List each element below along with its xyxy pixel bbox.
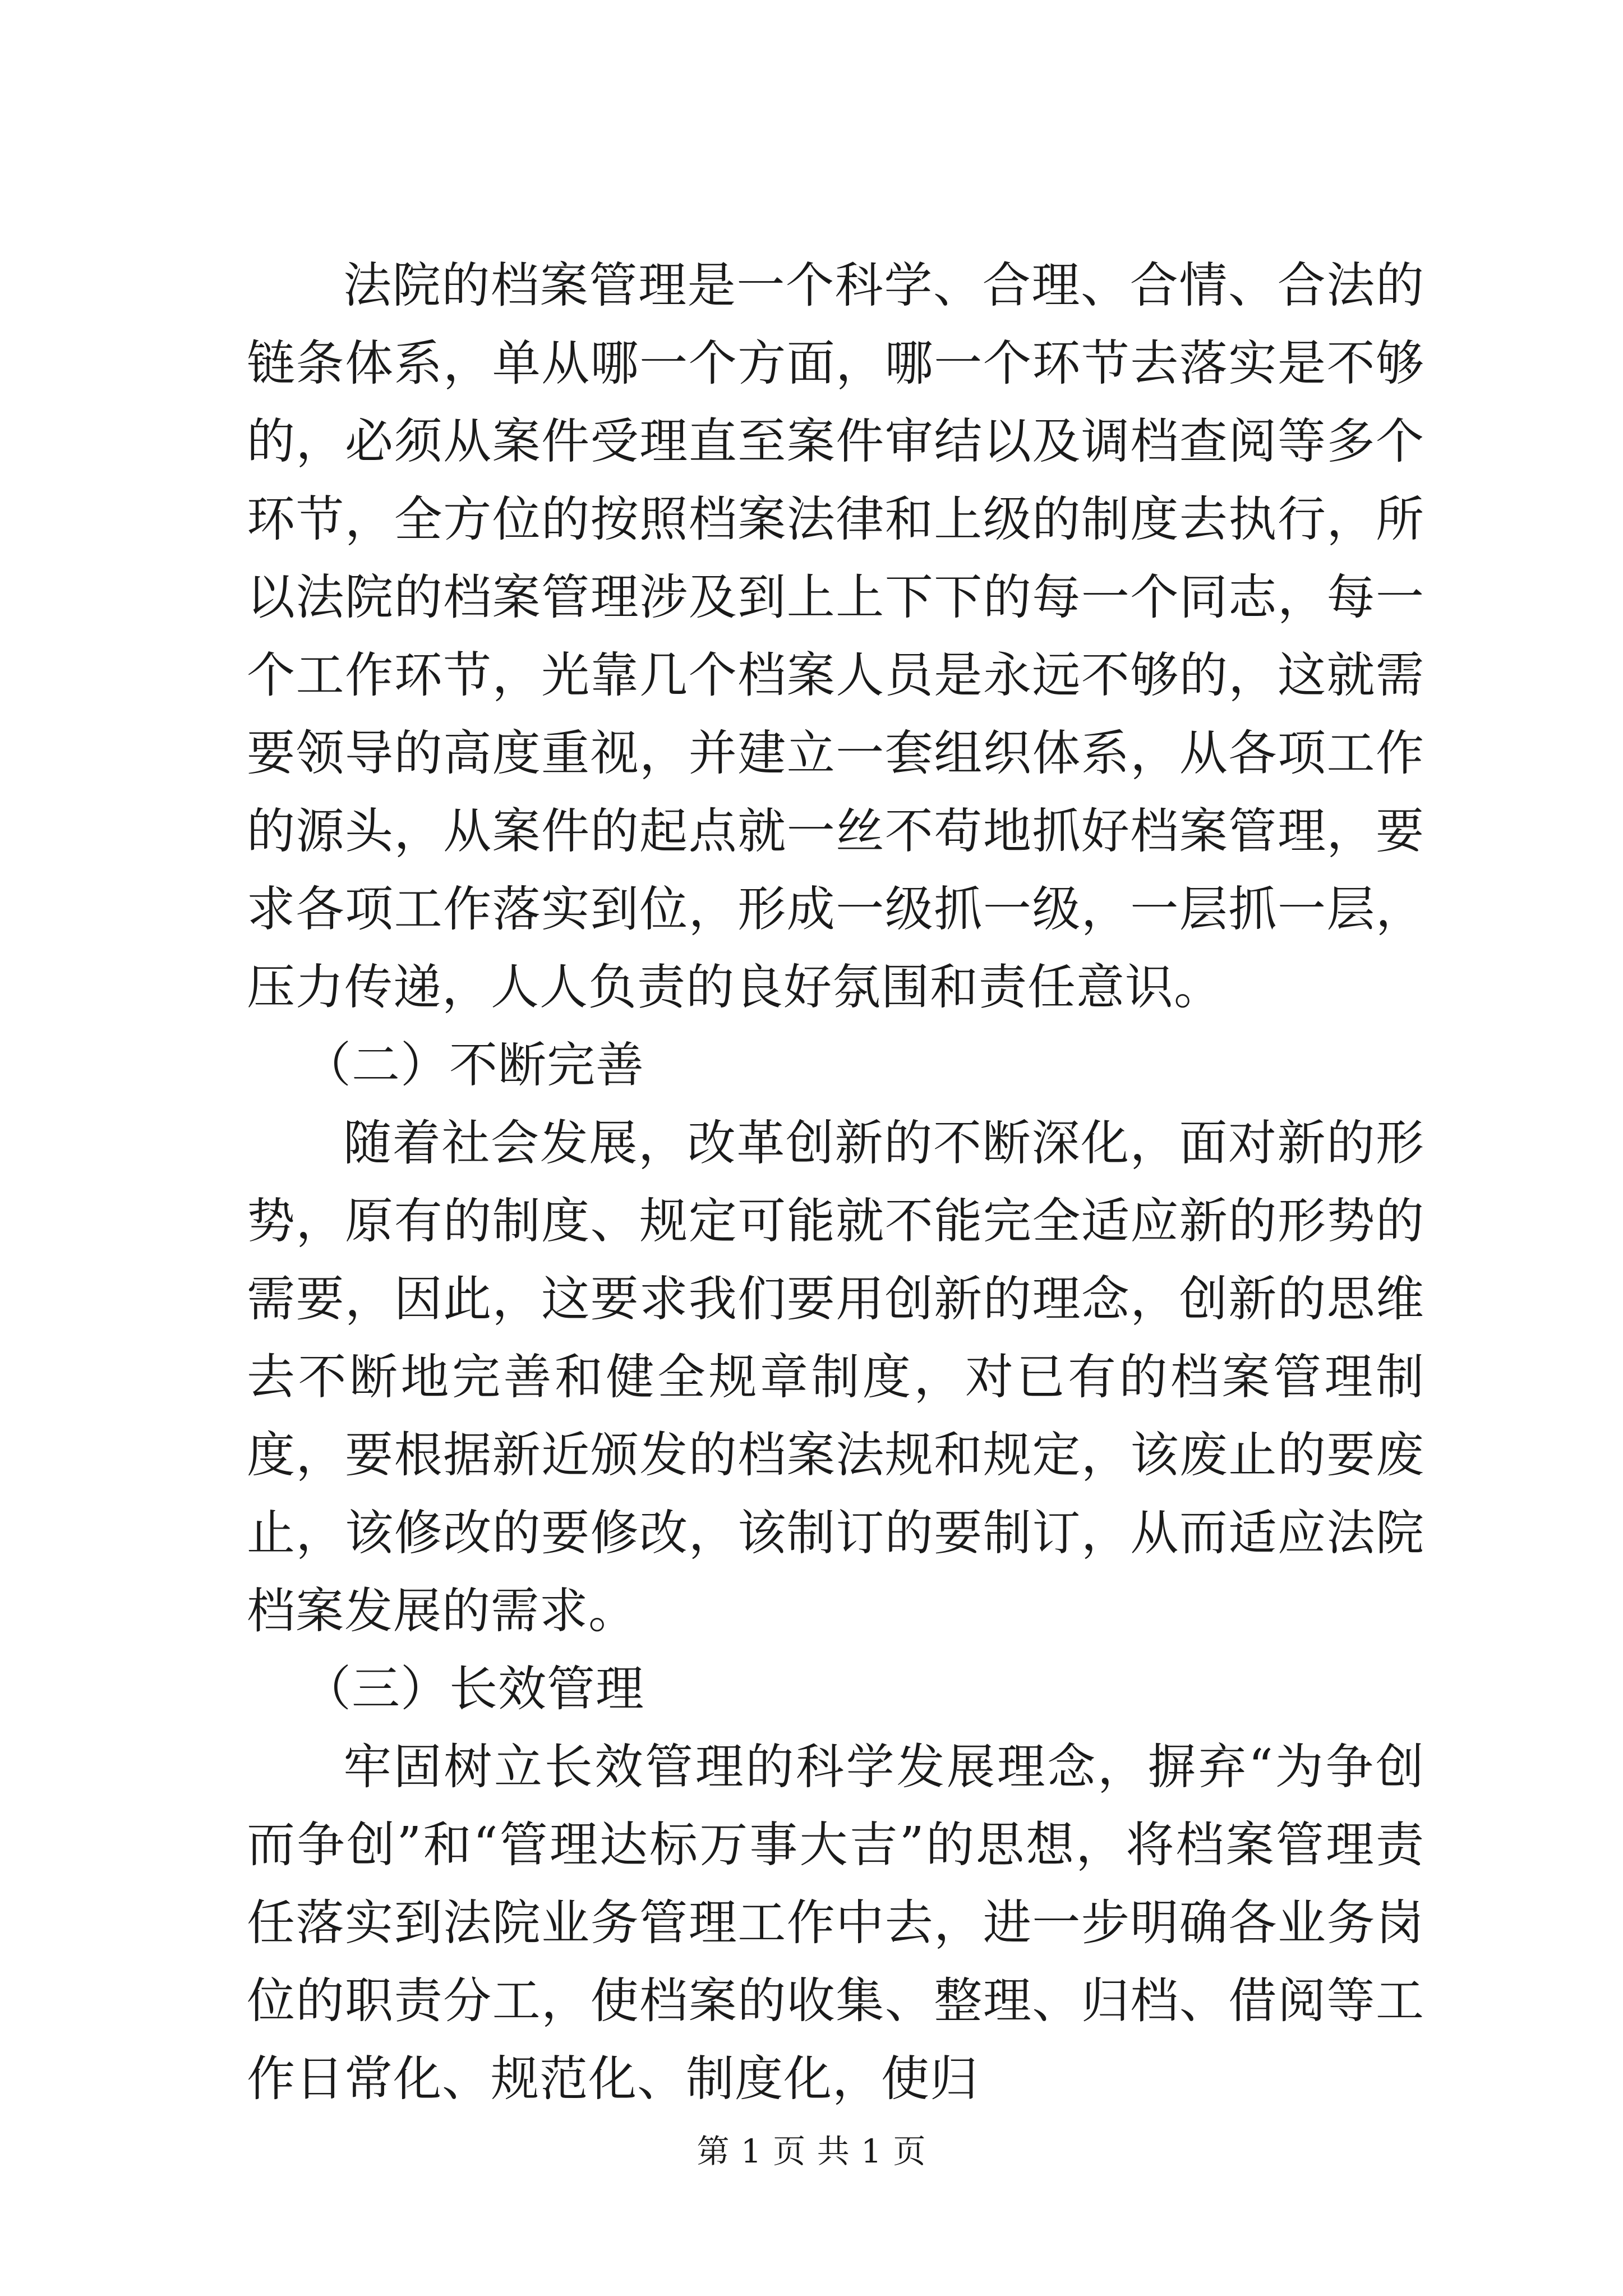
section-heading-long-term: （三）长效管理 [303, 1661, 644, 1717]
page-number-footer: 第 1 页 共 1 页 [697, 2132, 926, 2170]
section-heading-improve: （二）不断完善 [303, 1037, 644, 1093]
document-body [247, 247, 1424, 2118]
paragraph-archive-chain: 法院的档案管理是一个科学、合理、合情、合法的链条体系，单从哪一个方面，哪一个环节去落实是不够的，必须从案件受理直至案件审结以及调档查阅等多个环节，全方位的按照档案法律和上级的制度去执行，所以法院的档案管理涉及到上上下下的每一个同志，每一个工作环节，光靠几个档案人员是永远不够的，这就需要领导的高度重视，并建立一套组织体系，从各项工作的源头，从案件的起点就一丝不苟地抓好档案管理，要求各项工作落实到位，形成一级抓一级，一层抓一层，压力传递，人人负责的良好氛围和责任意识。 [247, 257, 1424, 1015]
paragraph-improve-rules: 随着社会发展，改革创新的不断深化，面对新的形势，原有的制度、规定可能就不能完全适应新的形势的需要，因此，这要求我们要用创新的理念，创新的思维去不断地完善和健全规章制度，对已有的档案管理制度，要根据新近颁发的档案法规和规定，该废止的要废止，该修改的要修改，该制订的要制订，从而适应法院档案发展的需求。 [247, 1115, 1424, 1639]
paragraph-long-term-management: 牢固树立长效管理的科学发展理念，摒弃“为争创而争创”和“管理达标万事大吉”的思想，将档案管理责任落实到法院业务管理工作中去，进一步明确各业务岗位的职责分工，使档案的收集、整理、归档、借阅等工作日常化、规范化、制度化，使归 [247, 1739, 1424, 2107]
